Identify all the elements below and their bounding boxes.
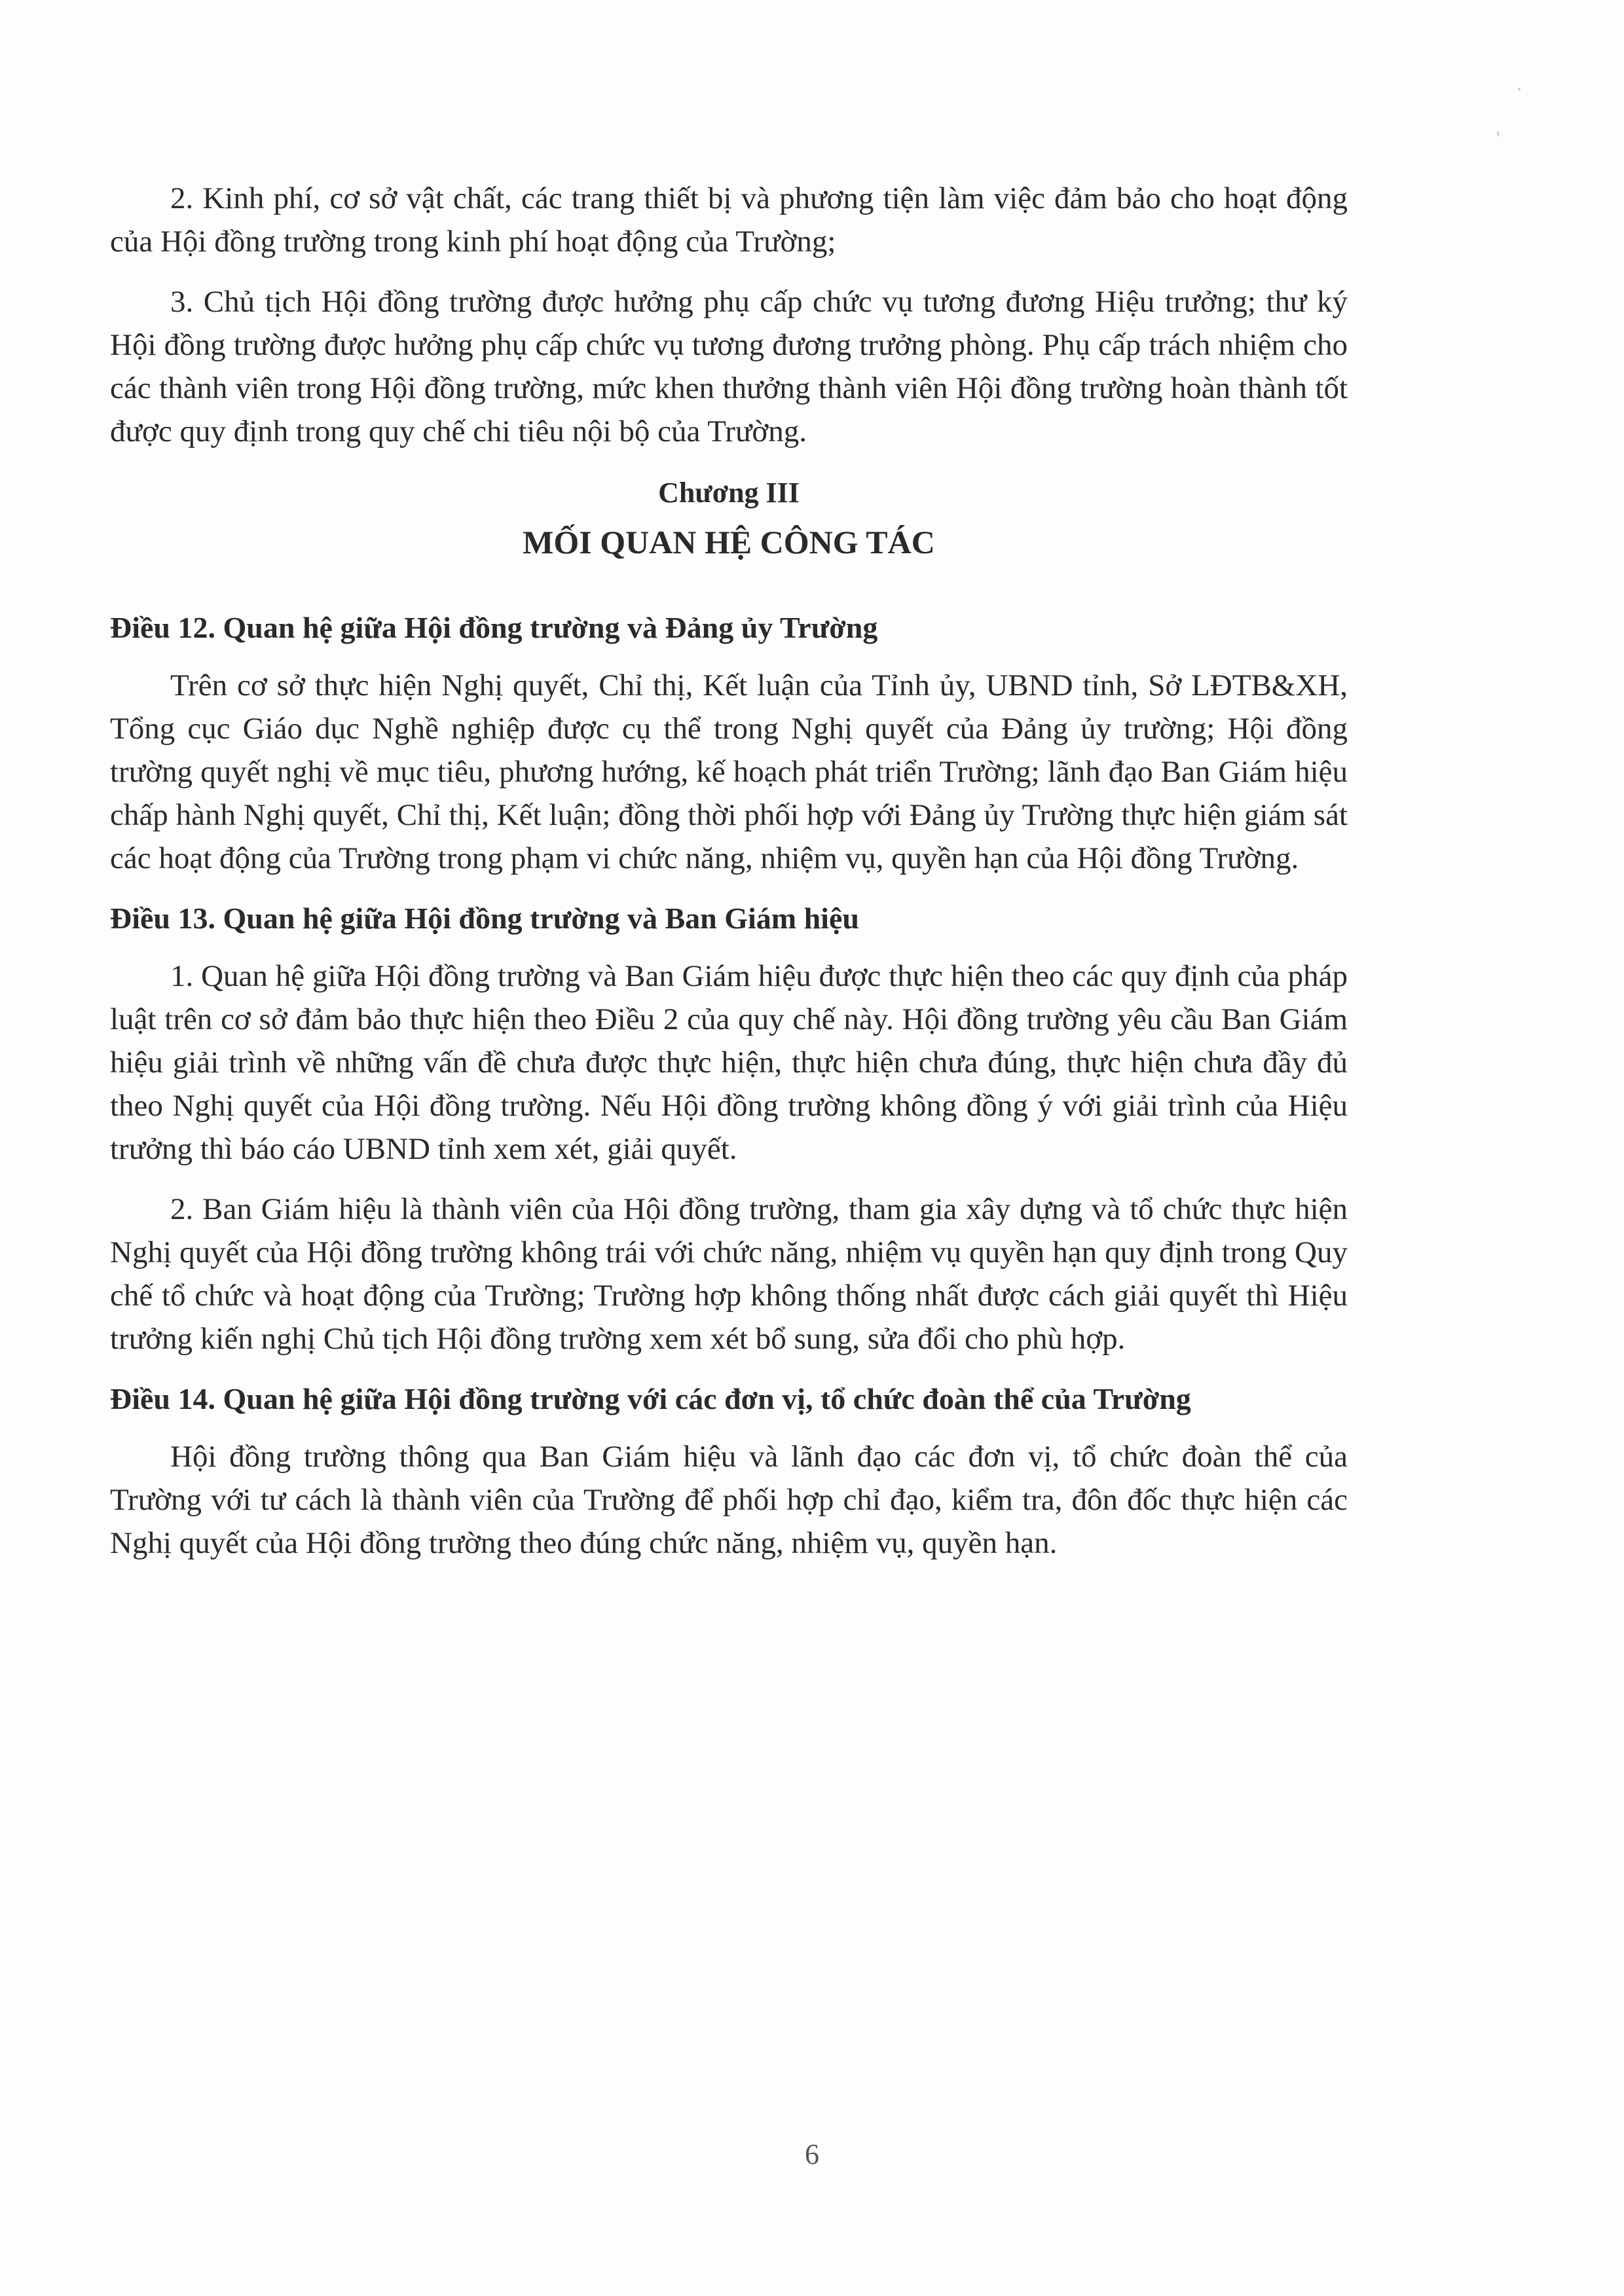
scan-speck: ' (1496, 128, 1500, 149)
document-body (110, 177, 1348, 1582)
article-heading: Điều 14. Quan hệ giữa Hội đồng trường với các đơn vị, tổ chức đoàn thể của Trường (110, 1382, 1191, 1415)
chapter-title: MỐI QUAN HỆ CÔNG TÁC (523, 524, 935, 560)
article-14 (110, 1377, 1348, 1565)
paragraph-funding: 2. Kinh phí, cơ sở vật chất, các trang thiết bị và phương tiện làm việc đảm bảo cho hoạt động của Hội đồng trường trong kinh phí hoạt động của Trường; (110, 181, 1348, 259)
article-heading: Điều 12. Quan hệ giữa Hội đồng trường và Đảng ủy Trường (110, 611, 878, 644)
article-paragraph: 2. Ban Giám hiệu là thành viên của Hội đồng trường, tham gia xây dựng và tổ chức thực hiện Nghị quyết của Hội đồng trường không trái với chức năng, nhiệm vụ quyền hạn quy định trong Quy chế tổ chức và hoạt động của Trường; Trường hợp không thống nhất được cách giải quyết thì Hiệu trưởng kiến nghị Chủ tịch Hội đồng trường xem xét bổ sung, sửa đổi cho phù hợp. (110, 1192, 1348, 1356)
scan-speck: · (1516, 79, 1522, 100)
article-paragraph: Hội đồng trường thông qua Ban Giám hiệu và lãnh đạo các đơn vị, tổ chức đoàn thể của Trường với tư cách là thành viên của Trường để phối hợp chỉ đạo, kiểm tra, đôn đốc thực hiện các Nghị quyết của Hội đồng trường theo đúng chức năng, nhiệm vụ, quyền hạn. (110, 1440, 1348, 1560)
article-paragraph: Trên cơ sở thực hiện Nghị quyết, Chỉ thị, Kết luận của Tỉnh ủy, UBND tỉnh, Sở LĐTB&XH, Tổng cục Giáo dục Nghề nghiệp được cụ thể trong Nghị quyết của Đảng ủy trường; Hội đồng trường quyết nghị về mục tiêu, phương hướng, kế hoạch phát triển Trường; lãnh đạo Ban Giám hiệu chấp hành Nghị quyết, Chỉ thị, Kết luận; đồng thời phối hợp với Đảng ủy Trường thực hiện giám sát các hoạt động của Trường trong phạm vi chức năng, nhiệm vụ, quyền hạn của Hội đồng Trường. (110, 668, 1348, 875)
article-heading: Điều 13. Quan hệ giữa Hội đồng trường và Ban Giám hiệu (110, 902, 859, 935)
article-12 (110, 606, 1348, 880)
article-paragraph: 1. Quan hệ giữa Hội đồng trường và Ban Giám hiệu được thực hiện theo các quy định của pháp luật trên cơ sở đảm bảo thực hiện theo Điều 2 của quy chế này. Hội đồng trường yêu cầu Ban Giám hiệu giải trình về những vấn đề chưa được thực hiện, thực hiện chưa đúng, thực hiện chưa đầy đủ theo Nghị quyết của Hội đồng trường. Nếu Hội đồng trường không đồng ý với giải trình của Hiệu trưởng thì báo cáo UBND tỉnh xem xét, giải quyết. (110, 959, 1348, 1166)
chapter-number: Chương III (658, 477, 800, 509)
article-13 (110, 897, 1348, 1360)
page-number: 6 (805, 2138, 819, 2170)
paragraph-allowance: 3. Chủ tịch Hội đồng trường được hưởng phụ cấp chức vụ tương đương Hiệu trưởng; thư ký Hội đồng trường được hưởng phụ cấp chức vụ tương đương trưởng phòng. Phụ cấp trách nhiệm cho các thành viên trong Hội đồng trường, mức khen thưởng thành viên Hội đồng trường hoàn thành tốt được quy định trong quy chế chi tiêu nội bộ của Trường. (110, 285, 1348, 448)
